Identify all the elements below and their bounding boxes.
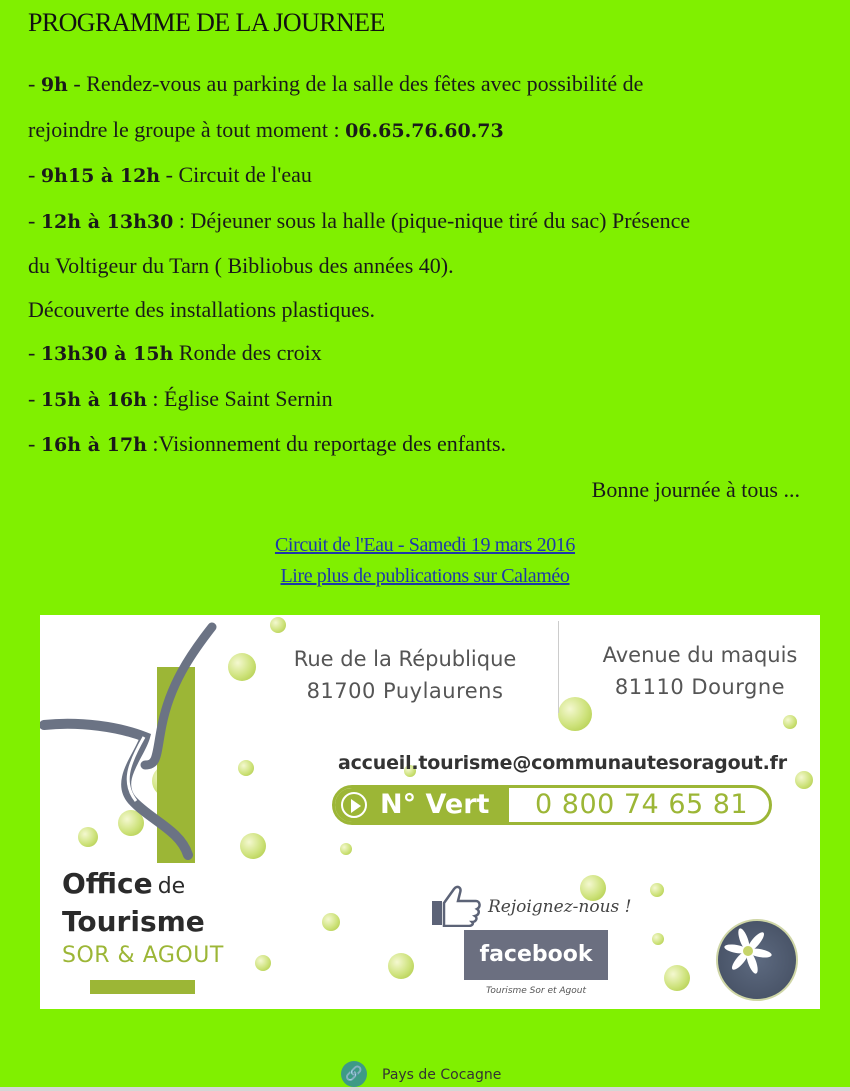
address-divider bbox=[558, 621, 559, 713]
programme-line-2: rejoindre le groupe à tout moment : 06.65.76.60.73 bbox=[28, 116, 504, 142]
programme-line-9: - 16h à 17h :Visionnement du reportage des enfants. bbox=[28, 431, 507, 456]
flower-emblem-icon bbox=[716, 919, 798, 1001]
footer-divider bbox=[0, 1087, 850, 1091]
closing-text: Bonne journée à tous ... bbox=[591, 476, 800, 502]
page-title: PROGRAMME DE LA JOURNEE bbox=[28, 8, 385, 37]
footer-link[interactable]: Pays de Cocagne bbox=[382, 1067, 502, 1083]
publication-links bbox=[0, 530, 850, 592]
programme-line-7: - 13h30 à 15h Ronde des croix bbox=[28, 340, 322, 365]
link-icon[interactable]: 🔗 bbox=[341, 1061, 367, 1087]
activity-text: Ronde des croix bbox=[178, 340, 322, 365]
city-label: 81700 Puylaurens bbox=[306, 679, 504, 703]
bubble-decoration bbox=[388, 953, 414, 979]
contact-phone: 06.65.76.60.73 bbox=[345, 119, 504, 142]
programme-line-5: du Voltigeur du Tarn ( Bibliobus des années 40). bbox=[28, 253, 454, 278]
play-icon bbox=[341, 792, 367, 818]
facebook-button[interactable]: facebook bbox=[464, 930, 608, 980]
bubble-decoration bbox=[795, 771, 813, 789]
logo-swoosh-icon bbox=[40, 615, 280, 875]
logo-tourisme-text: Tourisme bbox=[62, 905, 205, 938]
calameo-link[interactable]: Lire plus de publications sur Calaméo bbox=[280, 565, 570, 587]
logo-de-text: de bbox=[157, 874, 186, 899]
tourism-banner bbox=[40, 615, 820, 1009]
facebook-subtitle: Tourisme Sor et Agout bbox=[486, 986, 586, 996]
programme-line-8: - 15h à 16h : Église Saint Sernin bbox=[28, 385, 333, 411]
time-label: 9h bbox=[40, 74, 68, 96]
bubble-decoration bbox=[664, 965, 690, 991]
logo-sor-agout-text: SOR & AGOUT bbox=[62, 943, 224, 968]
logo-bar bbox=[90, 980, 195, 994]
programme-line-1: - 9h - Rendez-vous au parking de la salle des fêtes avec possibilité de bbox=[28, 71, 644, 96]
activity-text: Visionnement du reportage des enfants. bbox=[158, 431, 507, 456]
time-label: 13h30 à 15h bbox=[40, 343, 174, 365]
numero-vert-phone: 0 800 74 65 81 bbox=[535, 789, 749, 820]
office-logo bbox=[62, 867, 224, 973]
street-label: Rue de la République bbox=[293, 647, 517, 671]
activity-text: Déjeuner sous la halle (pique-nique tiré du sac) Présence bbox=[190, 207, 691, 233]
bubble-decoration bbox=[650, 883, 664, 897]
bubble-decoration bbox=[255, 955, 271, 971]
time-label: 12h à 13h30 bbox=[40, 210, 174, 233]
footer bbox=[0, 1056, 850, 1091]
numero-vert-label: N° Vert bbox=[380, 789, 490, 820]
street-label: Avenue du maquis bbox=[602, 643, 798, 667]
city-label: 81110 Dourgne bbox=[614, 675, 786, 699]
thumbs-up-icon bbox=[430, 883, 482, 927]
facebook-cta: Rejoignez-nous ! bbox=[488, 897, 632, 917]
circuit-link[interactable]: Circuit de l'Eau - Samedi 19 mars 2016 bbox=[274, 534, 575, 556]
address-puylaurens bbox=[280, 643, 530, 707]
programme-line-4: - 12h à 13h30 : Déjeuner sous la halle (pique-nique tiré du sac) Présence bbox=[28, 207, 691, 233]
activity-text: Rendez-vous au parking de la salle des fêtes avec possibilité de bbox=[86, 71, 644, 96]
bubble-decoration bbox=[322, 913, 340, 931]
time-label: 9h15 à 12h bbox=[40, 165, 161, 187]
numero-vert-badge bbox=[332, 785, 772, 825]
bubble-decoration bbox=[340, 843, 352, 855]
time-label: 15h à 16h bbox=[40, 388, 147, 411]
activity-text: Église Saint Sernin bbox=[164, 385, 333, 411]
bubble-decoration bbox=[652, 933, 664, 945]
contact-email: accueil.tourisme@communautesoragout.fr bbox=[338, 752, 787, 774]
address-dourgne bbox=[585, 639, 815, 703]
logo-office-text: Office bbox=[62, 867, 153, 900]
bubble-decoration bbox=[783, 715, 797, 729]
time-label: 16h à 17h bbox=[40, 434, 147, 456]
programme-line-3: - 9h15 à 12h - Circuit de l'eau bbox=[28, 162, 312, 187]
programme-list bbox=[28, 62, 828, 511]
activity-text: Circuit de l'eau bbox=[178, 162, 312, 187]
programme-line-6: Découverte des installations plastiques. bbox=[28, 296, 376, 322]
